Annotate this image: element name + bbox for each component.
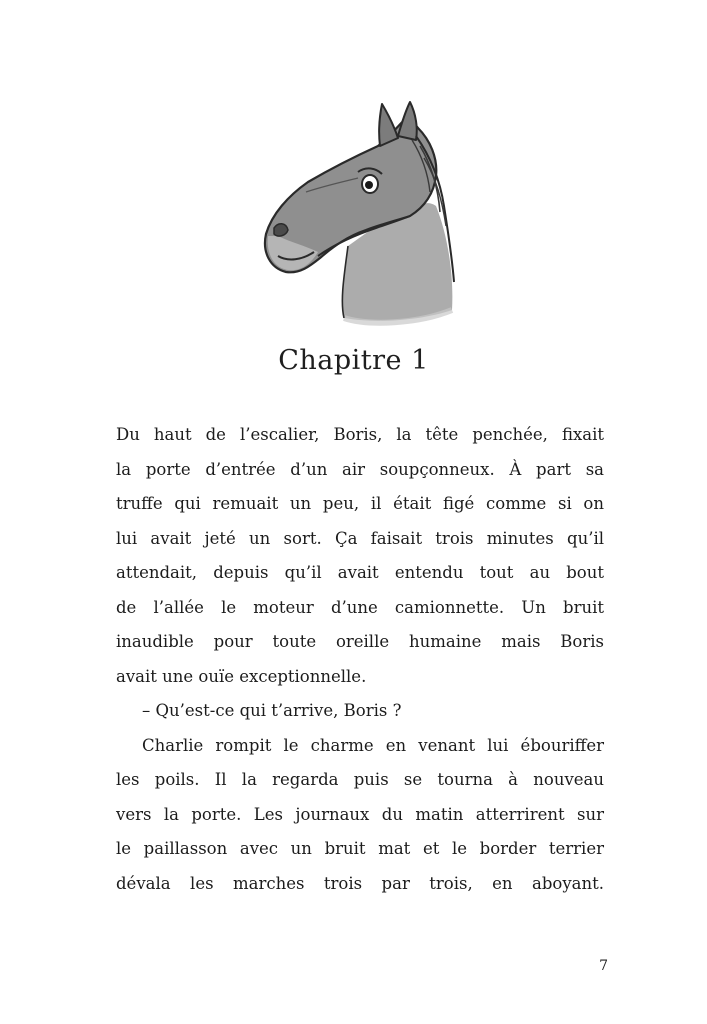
text-line: attendait, depuis qu’il avait entendu tout au bout — [116, 563, 604, 582]
dialogue-line: – Qu’est-ce qui t’arrive, Boris ? — [142, 701, 402, 720]
text-line: la porte d’entrée d’un air soupçonneux. À part sa — [116, 459, 604, 479]
text-line: dévala les marches trois par trois, en aboyant. — [116, 873, 604, 893]
text-line: de l’allée le moteur d’une camionnette. Un bruit — [116, 597, 604, 617]
chapter-title: Chapitre 1 — [278, 345, 429, 376]
text-line: truffe qui remuait un peu, il était figé comme si on — [116, 494, 604, 513]
text-line: lui avait jeté un sort. Ça faisait trois minutes qu’il — [116, 528, 604, 548]
chapter-body — [116, 418, 604, 901]
text-line: vers la porte. Les journaux du matin atterrirent sur — [116, 804, 604, 824]
text-line: Charlie rompit le charme en venant lui ébouriffer — [142, 735, 604, 755]
page-number: 7 — [599, 958, 608, 974]
text-line: Du haut de l’escalier, Boris, la tête penchée, fixait — [116, 425, 604, 444]
text-line: les poils. Il la regarda puis se tourna à nouveau — [116, 770, 604, 789]
text-line: le paillasson avec un bruit mat et le border terrier — [116, 839, 604, 858]
horse-head-icon — [248, 96, 460, 328]
text-line: inaudible pour toute oreille humaine mais Boris — [116, 632, 604, 651]
text-line: avait une ouïe exceptionnelle. — [116, 666, 367, 686]
